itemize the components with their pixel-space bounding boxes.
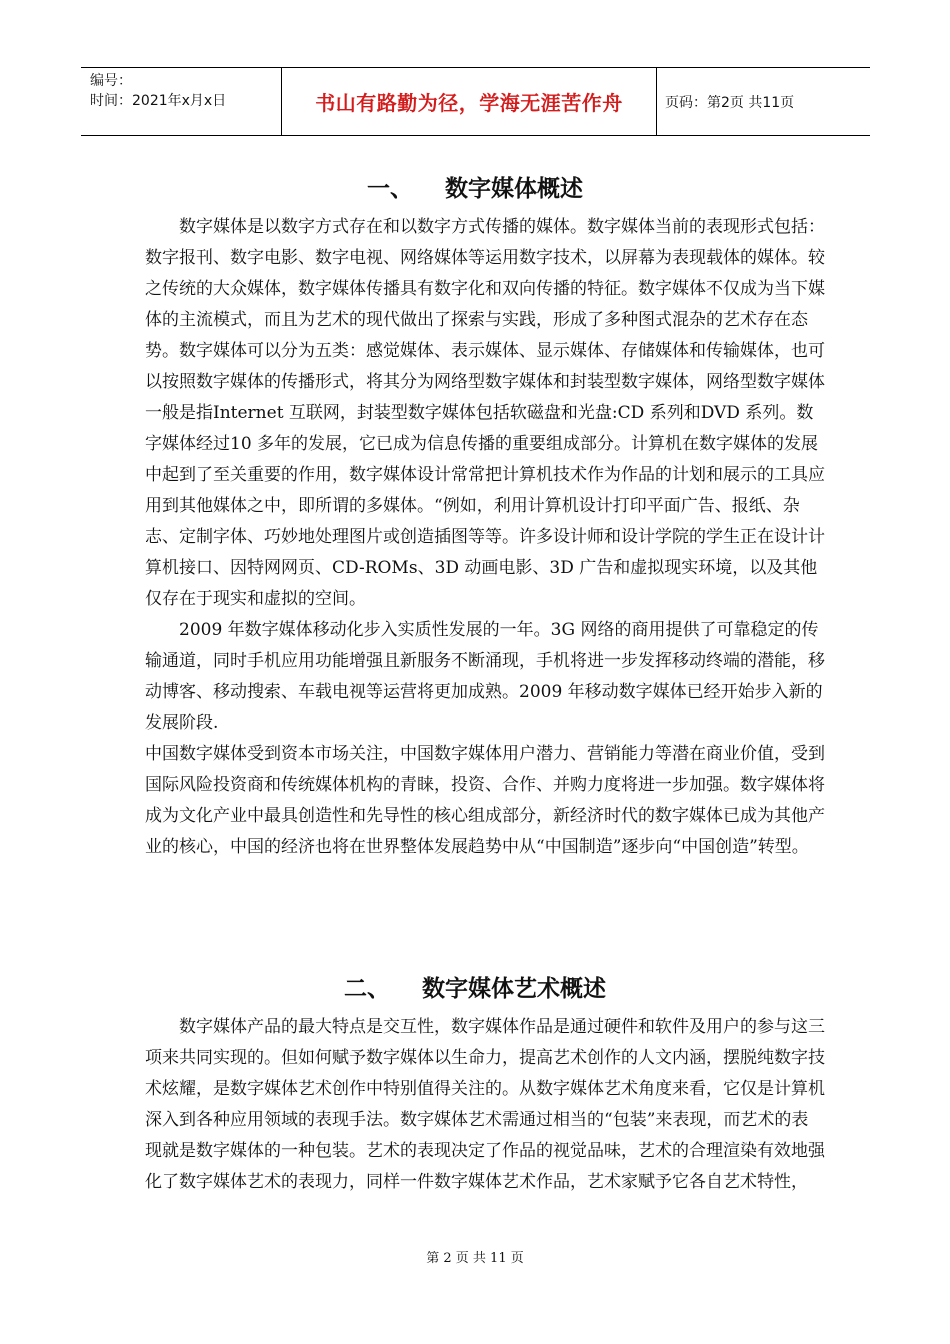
section-2-body [145, 1012, 825, 1198]
header-meta [81, 68, 282, 135]
number-label: 编号： [90, 73, 132, 89]
paragraph: 中国数字媒体受到资本市场关注，中国数字媒体用户潜力、营销能力等潜在商业价值，受到国际风险投资商和传统媒体机构的青睐，投资、合作、并购力度将进一步加强。数字媒体将成为文化产业中最具创造性和先导性的核心组成部分，新经济时代的数字媒体已成为其他产业的核心，中国的经济也将在世界整体发展趋势中从“中国制造”逐步向“中国创造”转型。 [145, 744, 825, 857]
header-page-info: 页码：第2页 共11页 [665, 94, 795, 111]
time-label: 时间：2021年x月x日 [90, 93, 227, 109]
section-1-body [145, 212, 825, 863]
page-footer: 第 2 页 共 11 页 [426, 1251, 524, 1266]
paragraph: 2009 年数字媒体移动化步入实质性发展的一年。3G 网络的商用提供了可靠稳定的传输通道，同时手机应用功能增强且新服务不断涌现，手机将进一步发挥移动终端的潜能，移动博客、移动搜索、车载电视等运营将更加成熟。2009 年移动数字媒体已经开始步入新的发展阶段. [145, 620, 825, 733]
header-table [81, 67, 870, 136]
header-motto: 书山有路勤为径，学海无涯苦作舟 [282, 68, 657, 135]
section-2-heading: 二、 数字媒体艺术概述 [343, 976, 607, 1002]
paragraph: 数字媒体产品的最大特点是交互性，数字媒体作品是通过硬件和软件及用户的参与这三项来共同实现的。但如何赋予数字媒体以生命力，提高艺术创作的人文内涵，摆脱纯数字技术炫耀，是数字媒体艺术创作中特别值得关注的。从数字媒体艺术角度来看，它仅是计算机深入到各种应用领域的表现手法。数字媒体艺术需通过相当的“包装”来表现，而艺术的表现就是数字媒体的一种包装。艺术的表现决定了作品的视觉品味，艺术的合理渲染有效地强化了数字媒体艺术的表现力，同样一件数字媒体艺术作品，艺术家赋予它各自艺术特性， [145, 1017, 825, 1192]
section-1-heading: 一、 数字媒体概述 [366, 176, 584, 202]
paragraph: 数字媒体是以数字方式存在和以数字方式传播的媒体。数字媒体当前的表现形式包括：数字报刊、数字电影、数字电视、网络媒体等运用数字技术，以屏幕为表现载体的媒体。较之传统的大众媒体，数字媒体传播具有数字化和双向传播的特征。数字媒体不仅成为当下媒体的主流模式，而且为艺术的现代做出了探索与实践，形成了多种图式混杂的艺术存在态势。数字媒体可以分为五类：感觉媒体、表示媒体、显示媒体、存储媒体和传输媒体，也可以按照数字媒体的传播形式，将其分为网络型数字媒体和封装型数字媒体，网络型数字媒体一般是指Internet 互联网，封装型数字媒体包括软磁盘和光盘:CD 系列和DVD 系列。数字媒体经过10 多年的发展，它已成为信息传播的重要组成部分。计算机在数字媒体的发展中起到了至关重要的作用，数字媒体设计常常把计算机技术作为作品的计划和展示的工具应用到其他媒体之中，即所谓的多媒体。“例如，利用计算机设计打印平面广告、报纸、杂志、定制字体、巧妙地处理图片或创造插图等等。许多设计师和设计学院的学生正在设计计算机接口、因特网网页、CD-ROMs、3D 动画电影、3D 广告和虚拟现实环境，以及其他仅存在于现实和虚拟的空间。 [145, 217, 825, 609]
